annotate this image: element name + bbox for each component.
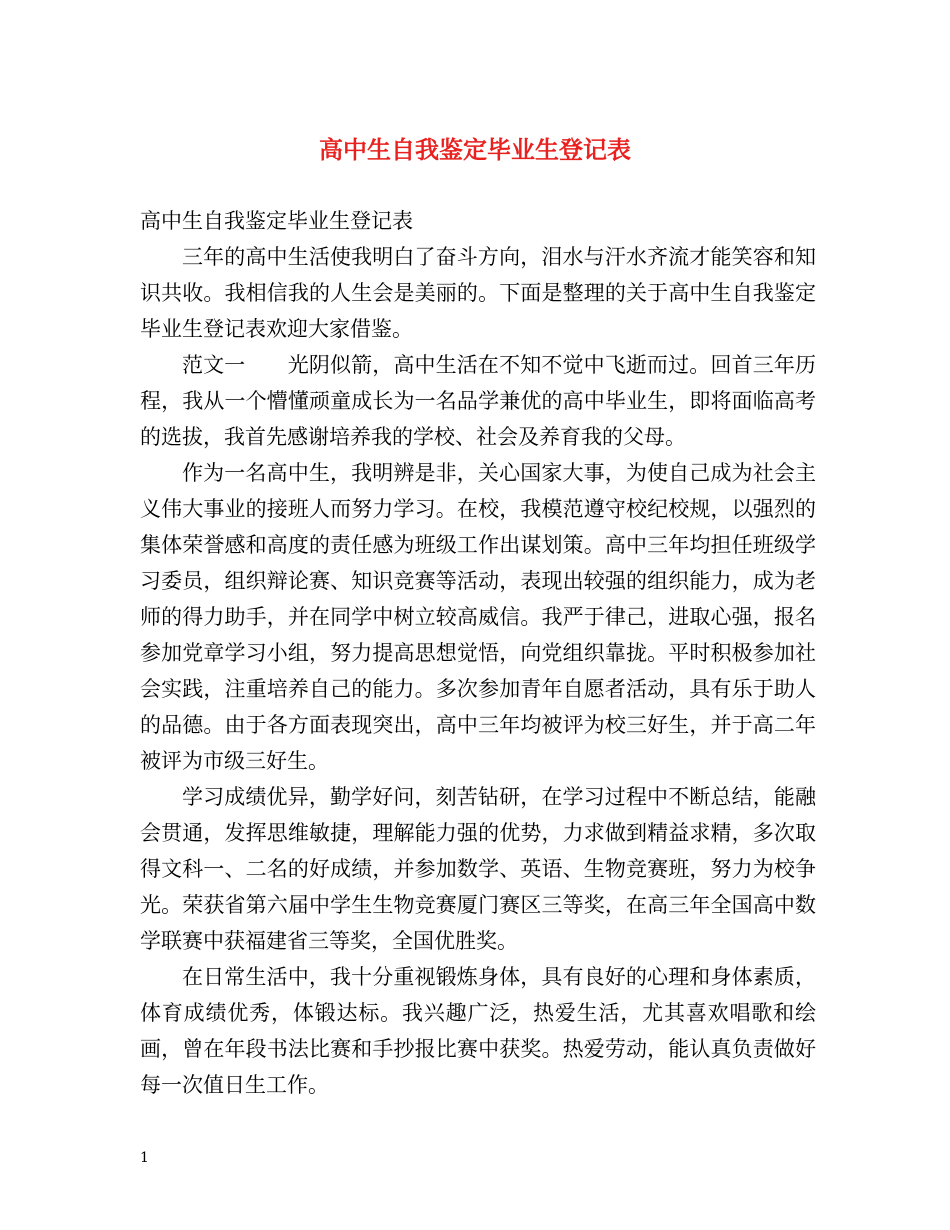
paragraph-sample-one: 范文一 光阴似箭，高中生活在不知不觉中飞逝而过。回首三年历程，我从一个懵懂顽童成长为一名品学兼优的高中毕业生，即将面临高考的选拔，我首先感谢培养我的学校、社会及养育我的父母。: [140, 353, 816, 449]
document-body: [140, 203, 816, 1103]
paragraph-intro: 三年的高中生活使我明白了奋斗方向，泪水与汗水齐流才能笑容和知识共收。我相信我的人生会是美丽的。下面是整理的关于高中生自我鉴定毕业生登记表欢迎大家借鉴。: [140, 245, 816, 341]
paragraph-political: 作为一名高中生，我明辨是非，关心国家大事，为使自己成为社会主义伟大事业的接班人而努力学习。在校，我模范遵守校纪校规，以强烈的集体荣誉感和高度的责任感为班级工作出谋划策。高中三年均担任班级学习委员，组织辩论赛、知识竞赛等活动，表现出较强的组织能力，成为老师的得力助手，并在同学中树立较高威信。我严于律己，进取心强，报名参加党章学习小组，努力提高思想觉悟，向党组织靠拢。平时积极参加社会实践，注重培养自己的能力。多次参加青年自愿者活动，具有乐于助人的品德。由于各方面表现突出，高中三年均被评为校三好生，并于高二年被评为市级三好生。: [140, 461, 816, 773]
paragraph-academic: 学习成绩优异，勤学好问，刻苦钻研，在学习过程中不断总结，能融会贯通，发挥思维敏捷，理解能力强的优势，力求做到精益求精，多次取得文科一、二名的好成绩，并参加数学、英语、生物竞赛班，努力为校争光。荣获省第六届中学生生物竞赛厦门赛区三等奖，在高三年全国高中数学联赛中获福建省三等奖，全国优胜奖。: [140, 785, 816, 953]
document-subtitle: 高中生自我鉴定毕业生登记表: [140, 209, 413, 233]
paragraph-daily-life: 在日常生活中，我十分重视锻炼身体，具有良好的心理和身体素质，体育成绩优秀，体锻达标。我兴趣广泛，热爱生活，尤其喜欢唱歌和绘画，曾在年段书法比赛和手抄报比赛中获奖。热爱劳动，能认真负责做好每一次值日生工作。: [140, 965, 816, 1097]
document-title: 高中生自我鉴定毕业生登记表: [319, 135, 631, 164]
page-number: 1: [140, 1150, 149, 1166]
